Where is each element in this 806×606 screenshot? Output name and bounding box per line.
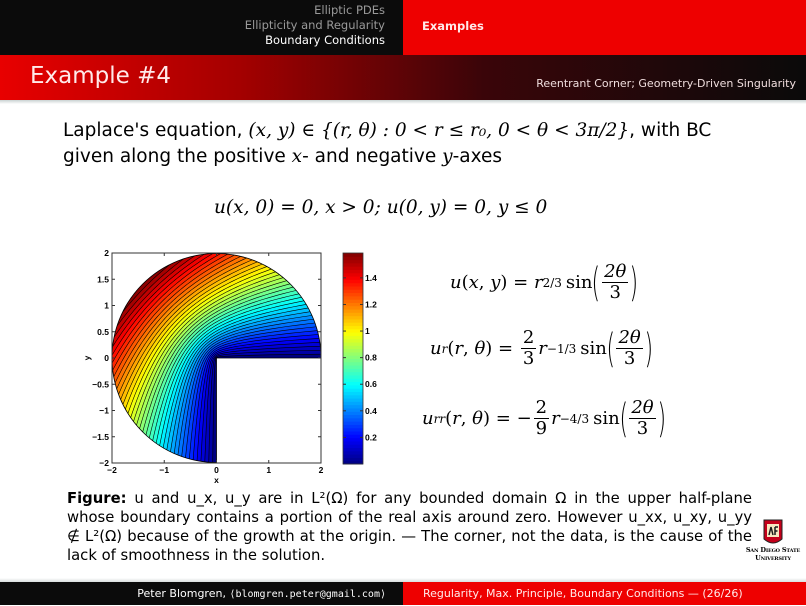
x-tick-label: −1 <box>159 465 170 475</box>
domain-expression: (x, y) ∈ {(r, θ) : 0 < r ≤ r₀, 0 < θ < 3π/2} <box>248 120 630 141</box>
x-tick-label: 1 <box>266 465 272 475</box>
university-name <box>740 546 806 562</box>
author-name: Peter Blomgren, <box>137 587 226 600</box>
y-tick-label: −1 <box>99 405 109 416</box>
nav-subsection-examples[interactable]: Examples <box>422 19 484 33</box>
sin-function: sin <box>565 272 593 293</box>
x-tick-label: 0 <box>214 465 219 475</box>
colorbar-tick-label: 1.2 <box>365 299 377 310</box>
intro-line2-c: -axes <box>452 146 503 167</box>
coef-denominator: 3 <box>522 348 535 369</box>
nav-section-ellipticity-regularity[interactable]: Ellipticity and Regularity <box>244 18 385 32</box>
y-tick-label: −1.5 <box>92 431 109 442</box>
coef-denominator: 9 <box>535 418 548 439</box>
y-tick-label: 1.5 <box>97 274 109 285</box>
arg-numerator: 2θ <box>631 397 654 418</box>
x-variable: x <box>291 146 303 167</box>
nav-section-boundary-conditions[interactable]: Boundary Conditions <box>265 33 385 47</box>
colorbar-tick-label: 1.4 <box>365 272 377 283</box>
colorbar-tick-label: 0.6 <box>365 379 377 390</box>
arg-denominator: 3 <box>636 418 649 439</box>
colorbar-tick-label: 0.8 <box>365 352 377 363</box>
y-tick-label: 2 <box>104 248 109 258</box>
arg-numerator: 2θ <box>604 261 627 282</box>
y-axis-label: y <box>82 355 92 361</box>
y-tick-label: 0.5 <box>97 326 109 337</box>
y-tick-label: 0 <box>104 353 109 363</box>
x-tick-label: 2 <box>318 465 324 475</box>
colorbar-tick-label: 1 <box>365 326 370 337</box>
university-line2: University <box>755 554 791 562</box>
intro-line2-a: given along the positive <box>63 146 292 167</box>
sin-function: sin <box>580 338 607 359</box>
nav-section-elliptic-pdes[interactable]: Elliptic PDEs <box>314 3 385 17</box>
slide-subtitle: Reentrant Corner; Geometry-Driven Singularity <box>536 77 796 90</box>
arg-denominator: 3 <box>623 348 636 369</box>
y-variable: y <box>442 146 453 167</box>
figure-caption <box>67 489 752 565</box>
x-axis-label: x <box>214 475 219 485</box>
talk-title-and-page[interactable]: Regularity, Max. Principle, Boundary Conditions — (26/26) <box>423 587 743 600</box>
equation-ur: u r ( r , θ ) = $\frac{2}{3}$ r −1/3 sin ( $\frac{2\theta}{3}$ ) <box>430 325 653 372</box>
y-tick-label: −0.5 <box>92 379 109 390</box>
colorbar <box>343 253 377 465</box>
colorbar-tick-label: 0.4 <box>365 405 377 416</box>
arg-numerator: 2θ <box>618 327 641 348</box>
y-tick-label: −2 <box>99 458 109 468</box>
equation-u: u ( x , y ) = r 2/3 sin ( $\frac{2\theta}{3}$ ) <box>450 259 639 306</box>
equation-urr: u rr ( r , θ ) = − $\frac{2}{9}$ r −4/3 sin ( $\frac{2\theta}{3}$ ) <box>422 395 666 442</box>
exponent: 2/3 <box>542 275 562 290</box>
minus-sign: − <box>516 408 532 429</box>
exponent: −1/3 <box>546 341 577 356</box>
intro-text: Laplace's equation, <box>63 120 243 141</box>
sdsu-logo-icon <box>758 519 788 547</box>
coef-numerator: 2 <box>535 397 548 418</box>
arg-denominator: 3 <box>609 282 621 303</box>
sin-function: sin <box>593 408 620 429</box>
university-line1: San Diego State <box>745 546 801 554</box>
slide-title: Example #4 <box>30 63 171 89</box>
exponent: −4/3 <box>559 411 590 426</box>
colorbar-tick-label: 0.2 <box>365 432 377 443</box>
caption-text: u and u_x, u_y are in L²(Ω) for any bounded domain Ω in the upper half-plane whose boundary contains a portion of the real axis around zero. However u_xx, u_xy, u_yy ∉ L²(Ω) because of the growth at the origin. — The corner, not the data, is the cause of the lack of smoothness in the solution. <box>67 490 752 564</box>
footer-bar <box>0 582 806 605</box>
footer-author <box>0 582 403 605</box>
coef-numerator: 2 <box>522 327 535 348</box>
y-tick-label: 1 <box>104 300 109 311</box>
intro-line2-b: - and negative <box>302 146 443 167</box>
caption-label: Figure: <box>67 490 127 507</box>
x-tick-label: −2 <box>107 465 117 475</box>
intro-tail: , with BC <box>629 120 712 141</box>
footer-talk-info <box>403 582 806 605</box>
author-email[interactable]: ⟨blomgren.peter@gmail.com⟩ <box>229 589 386 600</box>
boundary-condition-equation: u(x, 0) = 0, x > 0; u(0, y) = 0, y ≤ 0 <box>214 197 548 218</box>
